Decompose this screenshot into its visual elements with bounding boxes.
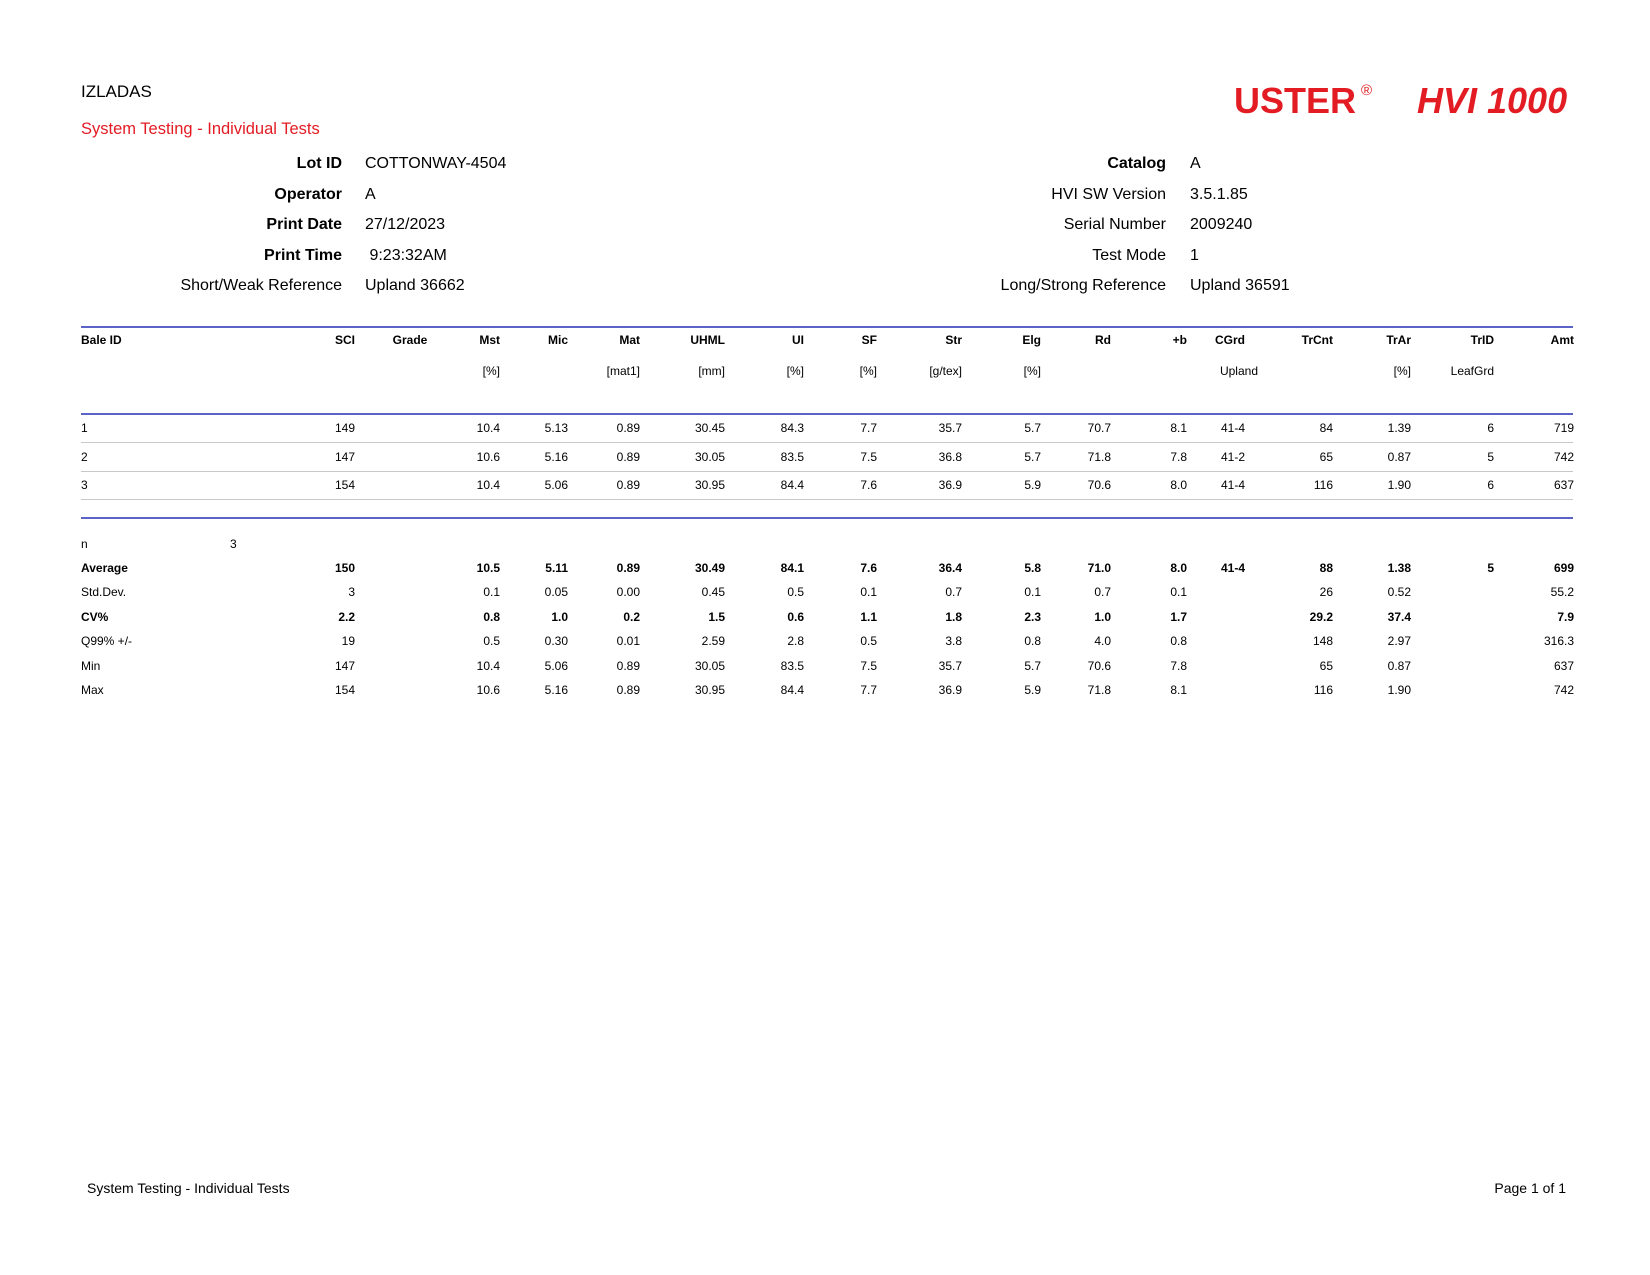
table-cell-trid: 6	[1487, 421, 1494, 435]
column-header-sf: SF	[861, 333, 877, 347]
column-unit-uhml: [mm]	[698, 364, 725, 378]
table-cell-mst: 10.4	[476, 478, 500, 492]
summary-cell-trcnt: 29.2	[1309, 609, 1333, 624]
summary-cell-amt: 742	[1553, 683, 1574, 697]
table-cell-trar: 0.87	[1387, 449, 1411, 464]
table-cell-amt: 719	[1553, 421, 1574, 435]
summary-cell-rd: 4.0	[1094, 634, 1111, 649]
table-cell-cgrd: 41-4	[1220, 478, 1245, 492]
column-header-grade: Grade	[392, 333, 428, 347]
summary-label-min: Min	[81, 658, 101, 673]
table-cell-trcnt: 84	[1319, 421, 1333, 435]
table-cell-mic: 5.16	[544, 449, 568, 464]
summary-cell-rd: 71.0	[1087, 561, 1111, 575]
summary-cell-str: 0.7	[945, 585, 962, 600]
info-value-long-strong-reference: Upland 36591	[1190, 277, 1290, 294]
row-divider	[81, 442, 1573, 443]
column-header-trid: TrID	[1470, 333, 1494, 347]
info-label-lot-id: Lot ID	[296, 155, 342, 172]
summary-label-max: Max	[81, 683, 104, 697]
info-label-print-time: Print Time	[264, 246, 342, 264]
summary-cell-str: 3.8	[945, 634, 962, 649]
summary-cell-sf: 7.7	[860, 683, 877, 697]
summary-cell-elg: 2.3	[1024, 609, 1041, 624]
info-label-test-mode: Test Mode	[1092, 246, 1166, 264]
bale-id-cell: 1	[81, 421, 88, 435]
summary-cell-mic: 5.16	[544, 683, 568, 697]
table-cell-sci: 149	[334, 421, 355, 435]
summary-cell-trar: 1.90	[1387, 683, 1411, 697]
summary-cell-sci: 154	[334, 683, 355, 697]
table-cell-uhml: 30.45	[694, 421, 725, 435]
info-value-operator: A	[365, 185, 376, 203]
column-header-mat: Mat	[619, 333, 640, 347]
summary-cell-sf: 7.6	[860, 561, 877, 575]
summary-cell-uhml: 30.49	[694, 561, 725, 575]
table-cell-trid: 6	[1487, 478, 1494, 492]
table-cell-rd: 70.7	[1087, 421, 1111, 435]
table-cell-ui: 84.3	[780, 421, 804, 435]
table-cell-mat: 0.89	[616, 478, 640, 492]
table-cell-cgrd: 41-4	[1220, 421, 1245, 435]
column-header-b: +b	[1172, 333, 1187, 347]
summary-cell-uhml: 1.5	[708, 609, 725, 624]
table-cell-b: 8.1	[1170, 421, 1187, 435]
summary-cell-trar: 0.52	[1387, 585, 1411, 600]
summary-cell-trcnt: 88	[1319, 561, 1333, 575]
table-cell-str: 36.8	[938, 449, 962, 464]
summary-cell-sf: 7.5	[860, 658, 877, 673]
summary-cell-ui: 84.1	[780, 561, 804, 575]
summary-cell-trid: 5	[1487, 561, 1494, 575]
summary-cell-amt: 55.2	[1550, 585, 1574, 600]
column-unit-trar: [%]	[1393, 364, 1411, 378]
info-label-hvi-sw-version: HVI SW Version	[1051, 185, 1166, 203]
table-cell-elg: 5.7	[1024, 449, 1041, 464]
summary-cell-amt: 7.9	[1557, 609, 1574, 624]
summary-cell-elg: 0.8	[1024, 634, 1041, 649]
table-cell-ui: 84.4	[780, 478, 804, 492]
column-header-mst: Mst	[479, 333, 500, 347]
column-header-cgrd: CGrd	[1215, 333, 1245, 347]
summary-cell-elg: 0.1	[1024, 585, 1041, 600]
table-cell-uhml: 30.05	[694, 449, 725, 464]
row-divider	[81, 471, 1573, 472]
summary-cell-mst: 0.1	[483, 585, 500, 600]
table-cell-cgrd: 41-2	[1220, 449, 1245, 464]
column-header-mic: Mic	[547, 333, 568, 347]
summary-cell-sf: 1.1	[860, 609, 877, 624]
info-label-serial-number: Serial Number	[1063, 216, 1166, 233]
summary-cell-uhml: 30.05	[694, 658, 725, 673]
summary-label-cv: CV%	[81, 609, 109, 624]
column-header-uhml: UHML	[690, 333, 725, 347]
summary-cell-trcnt: 116	[1313, 683, 1333, 697]
summary-cell-trar: 0.87	[1387, 658, 1411, 673]
summary-cell-ui: 2.8	[787, 634, 804, 649]
summary-label-q99: Q99% +/-	[81, 634, 133, 649]
bale-id-cell: 3	[81, 478, 88, 492]
summary-cell-uhml: 0.45	[701, 585, 725, 600]
column-header-str: Str	[945, 333, 962, 347]
summary-cell-mic: 1.0	[551, 609, 568, 624]
table-cell-mat: 0.89	[616, 421, 640, 435]
table-cell-sci: 147	[334, 449, 355, 464]
column-header-amt: Amt	[1550, 333, 1574, 347]
summary-label-average: Average	[81, 561, 128, 575]
footer-title: System Testing - Individual Tests	[87, 1180, 290, 1196]
summary-cell-amt: 316.3	[1543, 634, 1574, 649]
info-value-lot-id: COTTONWAY-4504	[365, 155, 507, 172]
summary-cell-amt: 637	[1553, 658, 1574, 673]
summary-cell-b: 8.1	[1170, 683, 1187, 697]
instrument-model: HVI 1000	[1417, 80, 1568, 121]
table-cell-str: 35.7	[938, 421, 962, 435]
summary-cell-uhml: 30.95	[694, 683, 725, 697]
summary-cell-sci: 147	[334, 658, 355, 673]
summary-cell-str: 36.9	[938, 683, 962, 697]
summary-cell-mst: 10.6	[476, 683, 500, 697]
table-cell-mat: 0.89	[616, 449, 640, 464]
summary-cell-trar: 1.38	[1387, 561, 1411, 575]
info-label-short-weak-reference: Short/Weak Reference	[180, 277, 342, 294]
summary-cell-ui: 84.4	[780, 683, 804, 697]
company-name: IZLADAS	[81, 82, 152, 101]
table-cell-sf: 7.7	[860, 421, 877, 435]
summary-cell-mat: 0.2	[623, 609, 640, 624]
table-cell-sci: 154	[334, 478, 355, 492]
summary-cell-trcnt: 65	[1319, 658, 1333, 673]
column-header-sci: SCI	[334, 333, 355, 347]
summary-cell-mat: 0.89	[616, 561, 640, 575]
table-cell-uhml: 30.95	[694, 478, 725, 492]
table-cell-amt: 742	[1553, 449, 1574, 464]
column-unit-trid: LeafGrd	[1450, 364, 1494, 378]
table-cell-trar: 1.39	[1387, 421, 1411, 435]
table-cell-rd: 71.8	[1087, 449, 1111, 464]
summary-cell-mic: 5.11	[545, 561, 568, 575]
table-cell-b: 8.0	[1170, 478, 1187, 492]
table-cell-rd: 70.6	[1087, 478, 1111, 492]
table-cell-trar: 1.90	[1387, 478, 1411, 492]
table-cell-amt: 637	[1553, 478, 1574, 492]
summary-cell-mst: 10.5	[476, 561, 500, 575]
info-label-operator: Operator	[274, 185, 342, 203]
table-cell-mic: 5.06	[544, 478, 568, 492]
summary-cell-mat: 0.00	[616, 585, 640, 600]
table-bottom-rule	[81, 517, 1573, 519]
summary-cell-sf: 0.5	[860, 634, 877, 649]
info-value-hvi-sw-version: 3.5.1.85	[1190, 185, 1248, 203]
table-cell-str: 36.9	[938, 478, 962, 492]
table-cell-b: 7.8	[1170, 449, 1187, 464]
summary-cell-sci: 3	[348, 585, 355, 600]
row-divider	[81, 499, 1573, 500]
table-header-rule	[81, 413, 1573, 415]
summary-cell-cgrd: 41-4	[1220, 561, 1245, 575]
column-header-trar: TrAr	[1386, 333, 1411, 347]
summary-cell-sci: 2.2	[338, 609, 355, 624]
summary-cell-mic: 5.06	[544, 658, 568, 673]
summary-cell-b: 7.8	[1170, 658, 1187, 673]
table-top-rule	[81, 326, 1573, 328]
summary-cell-elg: 5.9	[1024, 683, 1041, 697]
summary-cell-ui: 0.5	[787, 585, 804, 600]
registered-mark: ®	[1361, 82, 1373, 99]
summary-cell-sci: 150	[334, 561, 355, 575]
summary-cell-ui: 0.6	[787, 609, 804, 624]
summary-cell-sci: 19	[341, 634, 355, 649]
column-header-elg: Elg	[1022, 333, 1041, 347]
column-header-ui: UI	[792, 333, 804, 347]
summary-cell-ui: 83.5	[780, 658, 804, 673]
summary-cell-mic: 0.05	[544, 585, 568, 600]
summary-cell-mic: 0.30	[544, 634, 568, 649]
summary-cell-mst: 0.5	[483, 634, 500, 649]
column-unit-ui: [%]	[786, 364, 804, 378]
column-unit-mat: [mat1]	[606, 364, 640, 378]
table-cell-mst: 10.4	[476, 421, 500, 435]
n-label: n	[81, 537, 88, 551]
info-value-test-mode: 1	[1190, 246, 1199, 264]
info-value-catalog: A	[1190, 155, 1201, 172]
column-header-trcnt: TrCnt	[1301, 333, 1333, 347]
summary-cell-str: 35.7	[938, 658, 962, 673]
brand-logo-text: USTER	[1234, 80, 1357, 121]
column-unit-cgrd: Upland	[1219, 364, 1258, 378]
summary-cell-b: 1.7	[1170, 609, 1187, 624]
info-value-short-weak-reference: Upland 36662	[365, 277, 465, 294]
summary-cell-sf: 0.1	[860, 585, 877, 600]
summary-cell-b: 0.1	[1170, 585, 1187, 600]
summary-cell-elg: 5.7	[1024, 658, 1041, 673]
summary-cell-rd: 1.0	[1094, 609, 1111, 624]
table-cell-elg: 5.9	[1024, 478, 1041, 492]
table-cell-ui: 83.5	[780, 449, 804, 464]
summary-cell-mst: 10.4	[476, 658, 500, 673]
summary-label-std-dev: Std.Dev.	[81, 585, 127, 600]
info-label-print-date: Print Date	[266, 216, 342, 233]
summary-cell-trar: 37.4	[1387, 609, 1411, 624]
report-subtitle: System Testing - Individual Tests	[81, 120, 320, 138]
summary-cell-trcnt: 26	[1319, 585, 1333, 600]
table-cell-trcnt: 65	[1319, 449, 1333, 464]
summary-cell-rd: 71.8	[1087, 683, 1111, 697]
summary-cell-elg: 5.8	[1024, 561, 1041, 575]
info-value-serial-number: 2009240	[1190, 216, 1253, 233]
table-cell-elg: 5.7	[1024, 421, 1041, 435]
table-cell-sf: 7.6	[860, 478, 877, 492]
summary-cell-str: 36.4	[938, 561, 962, 575]
table-cell-trcnt: 116	[1313, 478, 1333, 492]
column-unit-mst: [%]	[482, 364, 500, 378]
page-number: Page 1 of 1	[1494, 1180, 1566, 1196]
info-value-print-time: 9:23:32AM	[365, 246, 447, 264]
summary-cell-amt: 699	[1553, 561, 1574, 575]
summary-cell-uhml: 2.59	[701, 634, 725, 649]
table-cell-mic: 5.13	[544, 421, 568, 435]
summary-cell-trar: 2.97	[1387, 634, 1411, 649]
info-value-print-date: 27/12/2023	[365, 216, 446, 233]
summary-cell-trcnt: 148	[1312, 634, 1333, 649]
column-header-bale-id: Bale ID	[81, 333, 122, 347]
summary-cell-b: 8.0	[1170, 561, 1187, 575]
summary-cell-mat: 0.01	[616, 634, 640, 649]
info-label-long-strong-reference: Long/Strong Reference	[1000, 277, 1166, 294]
table-cell-sf: 7.5	[860, 449, 877, 464]
summary-cell-rd: 70.6	[1087, 658, 1111, 673]
table-cell-trid: 5	[1487, 449, 1494, 464]
summary-cell-mst: 0.8	[483, 609, 500, 624]
column-unit-str: [g/tex]	[929, 364, 962, 378]
column-unit-sf: [%]	[859, 364, 877, 378]
summary-cell-b: 0.8	[1170, 634, 1187, 649]
info-label-catalog: Catalog	[1107, 155, 1166, 172]
column-header-rd: Rd	[1095, 333, 1111, 347]
summary-cell-str: 1.8	[945, 609, 962, 624]
summary-cell-mat: 0.89	[616, 683, 640, 697]
summary-cell-mat: 0.89	[616, 658, 640, 673]
n-value: 3	[230, 537, 237, 551]
bale-id-cell: 2	[81, 449, 88, 464]
table-cell-mst: 10.6	[476, 449, 500, 464]
summary-cell-rd: 0.7	[1094, 585, 1111, 600]
column-unit-elg: [%]	[1023, 364, 1041, 378]
